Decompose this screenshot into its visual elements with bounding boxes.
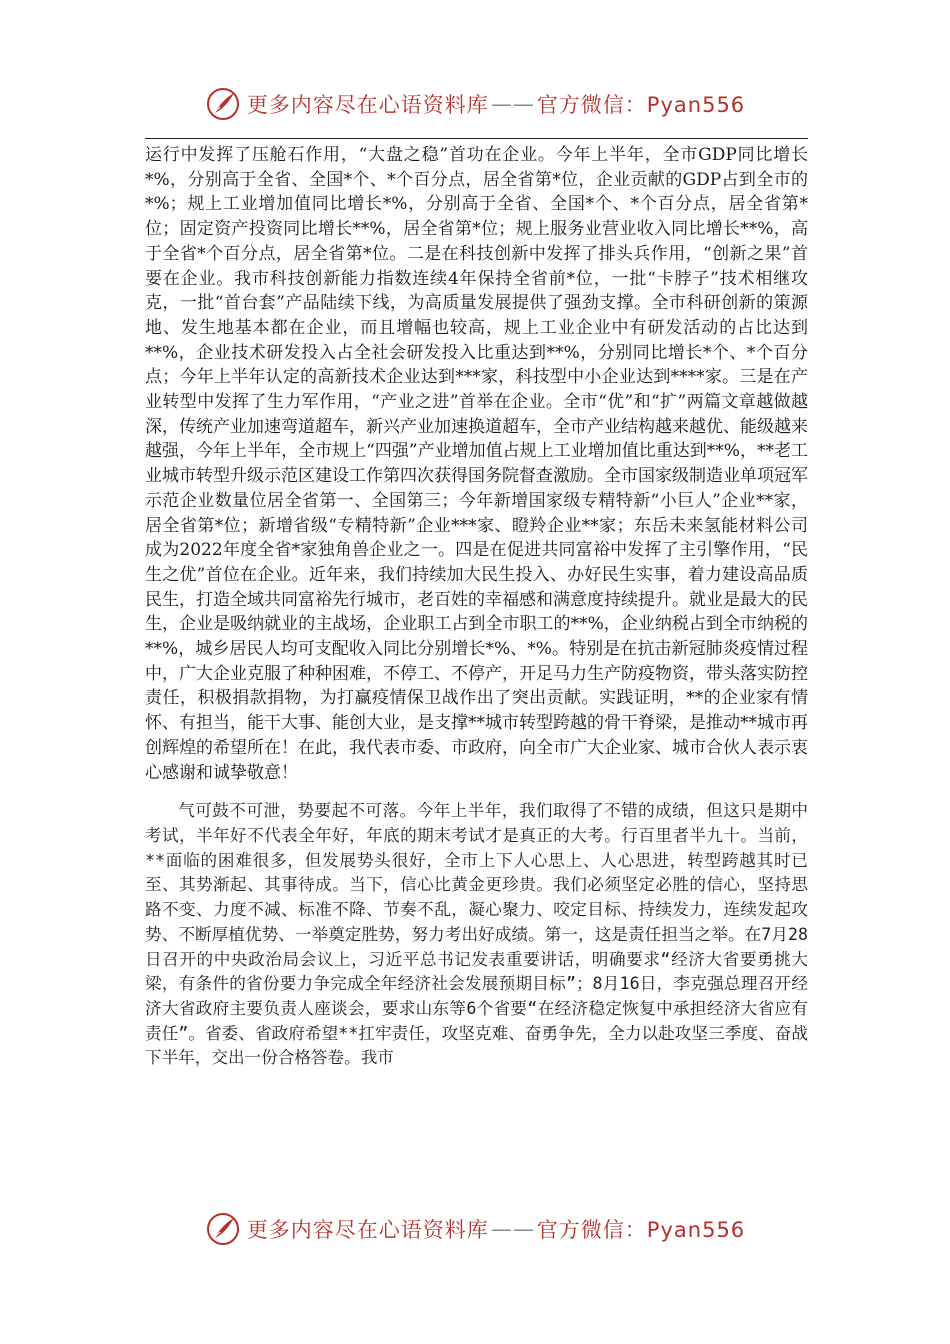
header-separator: —— [490,92,535,116]
document-body [145,143,808,1071]
header-brand-text: 更多内容尽在心语资料库 [246,93,489,117]
footer-brand-text: 更多内容尽在心语资料库 [246,1218,489,1242]
quill-logo-icon [205,86,241,122]
header-watermark [0,82,950,126]
paragraph-1: 运行中发挥了压舱石作用，“大盘之稳”首功在企业。今年上半年，全市GDP同比增长*%，分别高于全省、全国*个、*个百分点，居全省第*位，企业贡献的GDP占到全市的*%；规上工业增加值同比增长*%，分别高于全省、全国*个、*个百分点，居全省第*位；固定资产投资同比增长**%，居全省第*位；规上服务业营业收入同比增长**%，高于全省*个百分点，居全省第*位。二是在科技创新中发挥了排头兵作用，“创新之果”首要在企业。我市科技创新能力指数连续4年保持全省前*位，一批“卡脖子”技术相继攻克，一批“首台套”产品陆续下线，为高质量发展提供了强劲支撑。全市科研创新的策源地、发生地基本都在企业，而且增幅也较高，规上工业企业中有研发活动的占比达到**%，企业技术研发投入占全社会研发投入比重达到**%，分别同比增长*个、*个百分点；今年上半年认定的高新技术企业达到***家，科技型中小企业达到****家。三是在产业转型中发挥了生力军作用，“产业之进”首举在企业。全市“优”和“扩”两篇文章越做越深，传统产业加速弯道超车，新兴产业加速换道超车，全市产业结构越来越优、能级越来越强，今年上半年，全市规上“四强”产业增加值占规上工业增加值比重达到**%，**老工业城市转型升级示范区建设工作第四次获得国务院督查激励。全市国家级制造业单项冠军示范企业数量位居全省第一、全国第三；今年新增国家级专精特新“小巨人”企业**家，居全省第*位；新增省级“专精特新”企业***家、瞪羚企业**家；东岳未来氢能材料公司成为2022年度全省*家独角兽企业之一。四是在促进共同富裕中发挥了主引擎作用，“民生之优”首位在企业。近年来，我们持续加大民生投入、办好民生实事，着力建设高品质民生，打造全域共同富裕先行城市，老百姓的幸福感和满意度持续提升。就业是最大的民生，企业是吸纳就业的主战场，企业职工占到全市职工的**%，企业纳税占到全市纳税的**%，城乡居民人均可支配收入同比分别增长*%、*%。特别是在抗击新冠肺炎疫情过程中，广大企业克服了种种困难，不停工、不停产，开足马力生产防疫物资，带头落实防控责任，积极捐款捐物，为打赢疫情保卫战作出了突出贡献。实践证明，**的企业家有情怀、有担当，能干大事、能创大业，是支撑**城市转型跨越的骨干脊梁，是推动**城市再创辉煌的希望所在！在此，我代表市委、市政府，向全市广大企业家、城市合伙人表示衷心感谢和诚挚敬意！ [145,145,808,783]
header-rule [145,138,808,139]
footer-separator: —— [490,1217,535,1241]
header-wechat-text: 官方微信：Pyan556 [536,93,746,117]
quill-logo-icon [205,1211,241,1247]
footer-wechat-text: 官方微信：Pyan556 [536,1218,746,1242]
paragraph-2: 气可鼓不可泄，势要起不可落。今年上半年，我们取得了不错的成绩，但这只是期中考试，半年好不代表全年好，年底的期末考试才是真正的大考。行百里者半九十。当前，**面临的困难很多，但发展势头很好，全市上下人心思上、人心思进，转型跨越其时已至、其势渐起、其事待成。当下，信心比黄金更珍贵。我们必须坚定必胜的信心，坚持思路不变、力度不减、标准不降、节奏不乱，凝心聚力、咬定目标、持续发力，连续发起攻势、不断厚植优势、一举奠定胜势，努力考出好成绩。第一，这是责任担当之举。在7月28日召开的中央政治局会议上，习近平总书记发表重要讲话，明确要求“经济大省要勇挑大梁，有条件的省份要力争完成全年经济社会发展预期目标”；8月16日，李克强总理召开经济大省政府主要负责人座谈会，要求山东等6个省要“在经济稳定恢复中承担经济大省应有责任”。省委、省政府希望**扛牢责任，攻坚克难、奋勇争先，全力以赴攻坚三季度、奋战下半年，交出一份合格答卷。我市 [145,801,808,1068]
footer-watermark [0,1207,950,1251]
